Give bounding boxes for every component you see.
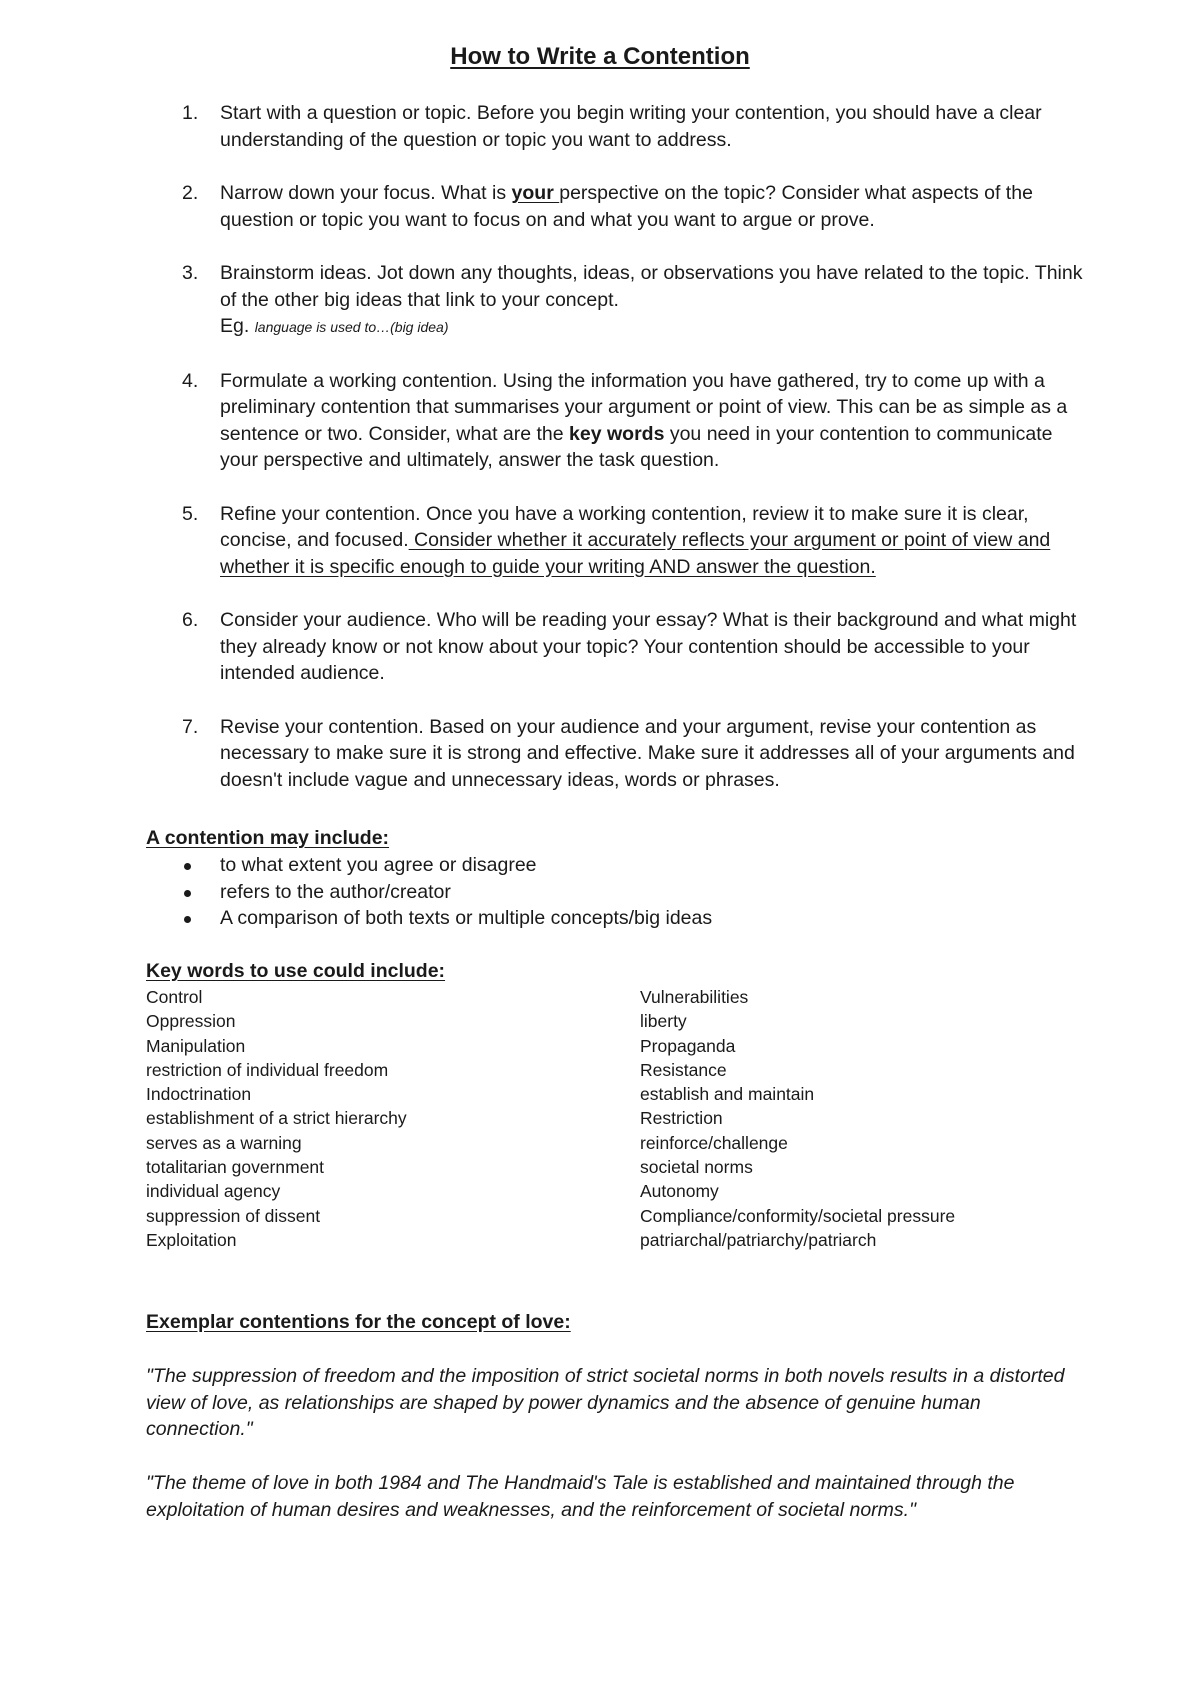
key-word: Propaganda — [640, 1035, 736, 1056]
step-text: Brainstorm ideas. Jot down any thoughts, ideas, or observations you have related to the topic. Think of the other big ideas that link to your concept. — [220, 262, 1083, 311]
key-word: liberty — [640, 1011, 687, 1032]
step-2 — [146, 180, 1086, 233]
step-text: Formulate a working contention. Using the information you have gathered, try to come up with a preliminary contention that summarises your argument or point of view. This can be as simple as a sentence or two. Consider, what are the — [220, 369, 1068, 445]
key-word: Indoctrination — [146, 1084, 252, 1105]
exemplars-heading: Exemplar contentions for the concept of love: — [146, 1311, 571, 1333]
key-word: Compliance/conformity/societal pressure — [640, 1205, 956, 1226]
may-include-list — [146, 852, 712, 932]
step-6 — [146, 607, 1086, 687]
step-emphasis: your — [511, 182, 560, 204]
step-number: 3. — [182, 262, 199, 284]
step-number: 5. — [182, 502, 199, 525]
key-word: Autonomy — [640, 1181, 719, 1202]
step-emphasis: key words — [569, 422, 665, 445]
step-7 — [146, 714, 1086, 794]
key-word: reinforce/challenge — [640, 1132, 788, 1153]
key-words-heading: Key words to use could include: — [146, 960, 446, 982]
list-item: A comparison of both texts or multiple concepts/big ideas — [146, 905, 712, 932]
steps-list — [146, 100, 1086, 820]
key-word: Exploitation — [146, 1229, 237, 1250]
step-text-continued: you need in your contention to communicate your perspective and ultimately, answer the task question. — [220, 422, 1053, 471]
key-word: Resistance — [640, 1059, 727, 1080]
step-4 — [146, 368, 1086, 474]
step-number: 6. — [182, 609, 199, 631]
exemplar-quote-1: "The suppression of freedom and the imposition of strict societal norms in both novels results in a distorted view of love, as relationships are shaped by power dynamics and the absence of genuine human connection." — [146, 1365, 1065, 1440]
exemplar-quote-2: "The theme of love in both 1984 and The Handmaid's Tale is established and maintained through the exploitation of human desires and weaknesses, and the reinforcement of societal norms." — [146, 1472, 1015, 1521]
key-word: Control — [146, 987, 203, 1007]
step-text: Refine your contention. Once you have a working contention, review it to make sure it is clear, concise, and focused. — [220, 502, 1029, 551]
list-item: to what extent you agree or disagree — [146, 852, 712, 879]
key-word: serves as a warning — [146, 1132, 302, 1153]
step-text-continued: perspective on the topic? Consider what aspects of the question or topic you want to focus on and what you want to argue or prove. — [220, 182, 1033, 231]
key-word: restriction of individual freedom — [146, 1059, 389, 1080]
key-word: individual agency — [146, 1181, 281, 1202]
step-3 — [146, 260, 1086, 341]
step-number: 7. — [182, 715, 199, 738]
step-underlined-text: Consider whether it accurately reflects your argument or point of view and whether it is specific enough to guide your writing AND answer the question. — [220, 529, 1051, 578]
step-number: 2. — [182, 182, 199, 204]
key-word: Manipulation — [146, 1035, 246, 1056]
list-item: refers to the author/creator — [146, 879, 712, 906]
step-1 — [146, 100, 1086, 153]
may-include-heading: A contention may include: — [146, 827, 390, 849]
step-text: Revise your contention. Based on your audience and your argument, revise your contention as necessary to make sure it is strong and effective. Make sure it addresses all of your arguments and doesn't include vague and unnecessary ideas, words or phrases. — [220, 715, 1075, 791]
key-word: suppression of dissent — [146, 1205, 321, 1226]
key-word: patriarchal/patriarchy/patriarch — [640, 1229, 877, 1250]
key-words-right-column — [640, 985, 955, 1252]
step-text: Start with a question or topic. Before you begin writing your contention, you should have a clear understanding of the question or topic you want to address. — [220, 102, 1042, 151]
key-word: Restriction — [640, 1108, 723, 1129]
example-label: Eg. — [220, 315, 255, 337]
document-title: How to Write a Contention — [450, 43, 750, 70]
key-words-left-column — [146, 985, 407, 1252]
key-word: Oppression — [146, 1011, 236, 1032]
step-text: Narrow down your focus. What is — [220, 182, 512, 204]
step-text: Consider your audience. Who will be reading your essay? What is their background and what might they already know or not know about your topic? Your contention should be accessible to your intended audience. — [220, 609, 1077, 684]
step-number: 4. — [182, 369, 199, 392]
example-text: language is used to…(big idea) — [254, 319, 449, 335]
step-number: 1. — [182, 102, 199, 124]
key-word: Vulnerabilities — [640, 987, 749, 1007]
step-5 — [146, 501, 1086, 581]
key-word: societal norms — [640, 1157, 753, 1178]
key-word: establish and maintain — [640, 1084, 815, 1105]
key-word: totalitarian government — [146, 1157, 325, 1178]
key-word: establishment of a strict hierarchy — [146, 1108, 407, 1129]
